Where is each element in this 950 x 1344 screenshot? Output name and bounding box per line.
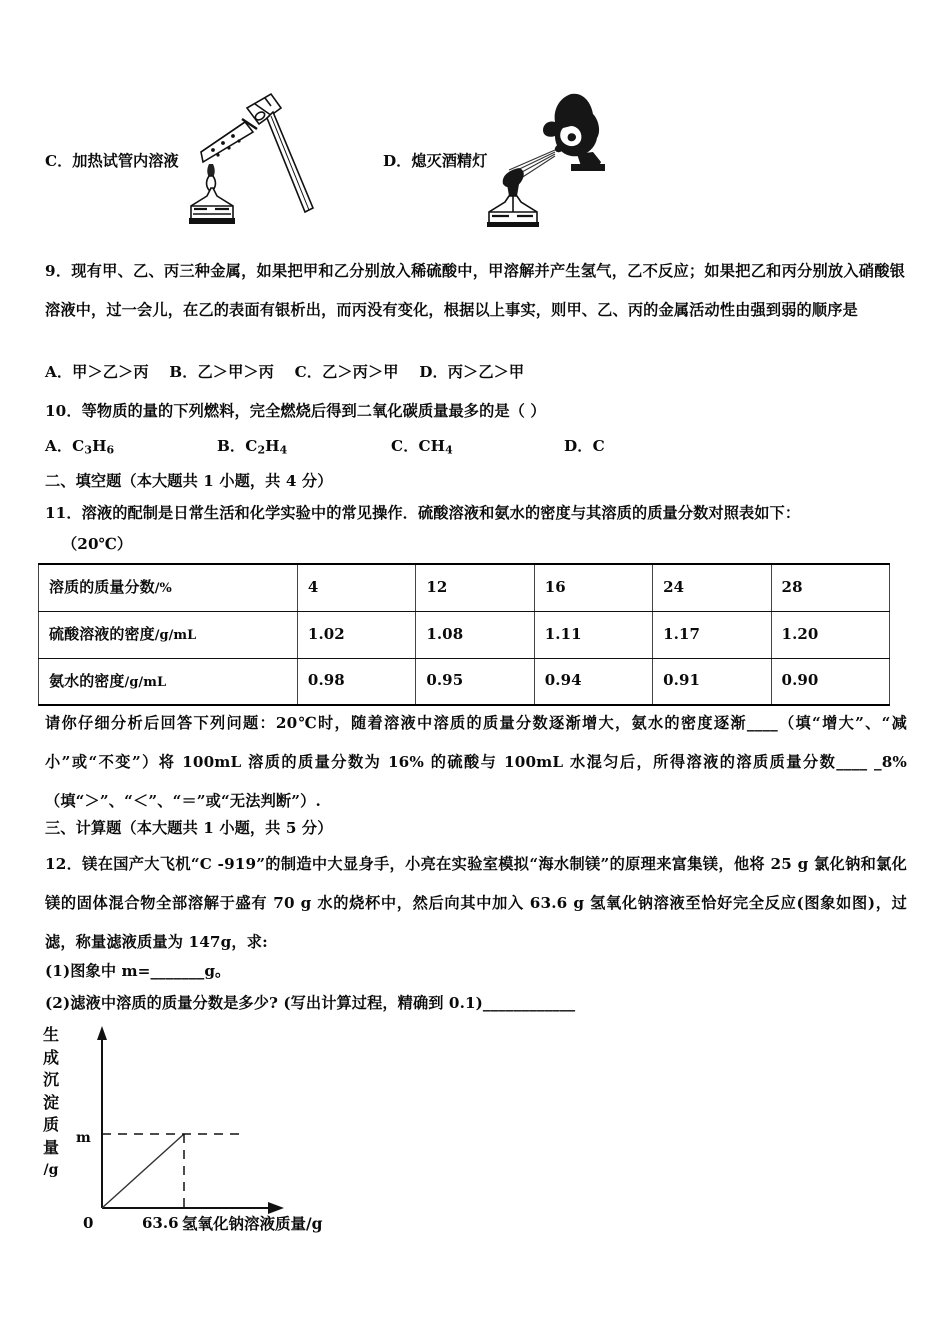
question11-stem: 11．溶液的配制是日常生活和化学实验中的常见操作．硫酸溶液和氨水的密度与其溶质的质量分数对照表如下： bbox=[45, 504, 801, 522]
y-axis-char: 成 bbox=[42, 1047, 59, 1067]
chart-y-axis-label bbox=[40, 1024, 62, 1182]
option-d-letter: D． bbox=[564, 437, 593, 455]
option-c-sub2: 4 bbox=[445, 443, 453, 457]
option-b-formula: C2H4 bbox=[245, 437, 288, 457]
table-row bbox=[39, 564, 890, 611]
row-header-text: 氨水的密度 bbox=[49, 671, 125, 690]
question8-option-d-label: D．熄灭酒精灯 bbox=[383, 152, 488, 170]
person-blowing-out-alcohol-lamp-icon bbox=[485, 88, 615, 228]
option-a-formula: C3H6 bbox=[72, 437, 115, 457]
y-axis-char: 量 bbox=[42, 1137, 59, 1157]
question10-option-a bbox=[45, 436, 114, 458]
row-header-unit: /g/mL bbox=[154, 628, 197, 643]
chart-plot-area bbox=[86, 1022, 386, 1222]
heating-test-tube-over-alcohol-lamp-icon bbox=[185, 88, 335, 228]
option-a-sub2: 6 bbox=[106, 443, 115, 457]
option-b-sub1: 2 bbox=[257, 443, 266, 457]
table-row-header bbox=[39, 658, 298, 705]
table-cell: 0.91 bbox=[653, 658, 771, 705]
y-axis-char: 质 bbox=[42, 1115, 59, 1134]
table-cell: 24 bbox=[653, 564, 771, 611]
question8-options-row bbox=[45, 88, 905, 228]
table-cell: 1.08 bbox=[416, 611, 534, 658]
option-c-letter: C． bbox=[391, 437, 419, 455]
table-row-header bbox=[39, 564, 298, 611]
chart-x-axis-label: 氢氧化钠溶液质量/g bbox=[182, 1214, 323, 1233]
y-axis-char: 沉 bbox=[42, 1070, 59, 1089]
row-header-text: 溶质的质量分数 bbox=[49, 578, 155, 597]
table-row-header bbox=[39, 611, 298, 658]
row-header-text: 硫酸溶液的密度 bbox=[49, 625, 155, 643]
question12-stem: 12．镁在国产大飞机“C -919”的制造中大显身手，小亮在实验室模拟“海水制镁”的原理来富集镁，他将 25 g 氯化钠和氯化镁的固体混合物全部溶解于盛有 70 g 水的烧杯中，然后向其中加入 63.6 g 氢氧化钠溶液至恰好完全反应(图象如图)，过滤，称量滤液质量为 147g，求: bbox=[45, 855, 907, 951]
chart-y-tick-label-m: m bbox=[76, 1130, 91, 1146]
y-axis-unit: /g bbox=[43, 1162, 59, 1178]
option-b-letter: B． bbox=[217, 437, 246, 455]
table-cell: 0.98 bbox=[297, 658, 415, 705]
y-axis-char: 淀 bbox=[42, 1092, 59, 1112]
precipitate-vs-naoh-chart bbox=[34, 1022, 394, 1272]
table-cell: 0.90 bbox=[771, 658, 889, 705]
section3-heading: 三、计算题（本大题共 1 小题，共 5 分） bbox=[45, 819, 333, 837]
table-row bbox=[39, 658, 890, 705]
question10-option-b bbox=[217, 436, 287, 458]
table-cell: 0.95 bbox=[416, 658, 534, 705]
option-b-sub2: 4 bbox=[279, 443, 288, 457]
option-a-letter: A． bbox=[45, 437, 73, 455]
question10-options-row bbox=[45, 436, 905, 460]
table-cell: 0.94 bbox=[534, 658, 652, 705]
question10-stem: 10．等物质的量的下列燃料，完全燃烧后得到二氧化碳质量最多的是（ ） bbox=[45, 402, 546, 420]
table-row bbox=[39, 611, 890, 658]
temperature-note: （20℃） bbox=[62, 535, 133, 553]
chart-x-tick-label: 63.6 bbox=[142, 1214, 179, 1232]
option-d-formula: C bbox=[592, 437, 605, 455]
table-cell: 28 bbox=[771, 564, 889, 611]
option-c-formula: CH4 bbox=[418, 437, 453, 457]
y-axis-char: 生 bbox=[42, 1025, 59, 1044]
option-a-sub1: 3 bbox=[84, 443, 93, 457]
density-table bbox=[38, 563, 890, 706]
table-cell: 1.02 bbox=[297, 611, 415, 658]
table-cell: 12 bbox=[416, 564, 534, 611]
row-header-unit: /% bbox=[154, 581, 172, 597]
table-cell: 1.20 bbox=[771, 611, 889, 658]
section2-heading: 二、填空题（本大题共 1 小题，共 4 分） bbox=[45, 472, 333, 490]
table-cell: 16 bbox=[534, 564, 652, 611]
table-cell: 1.17 bbox=[653, 611, 771, 658]
question9-options: A．甲＞乙＞丙 B．乙＞甲＞丙 C．乙＞丙＞甲 D．丙＞乙＞甲 bbox=[45, 363, 525, 381]
question8-option-c-label: C．加热试管内溶液 bbox=[45, 152, 179, 170]
question12-sub-question-1: (1)图象中 m=_______g。 bbox=[45, 962, 231, 980]
table-cell: 4 bbox=[297, 564, 415, 611]
question9-stem: 9．现有甲、乙、丙三种金属，如果把甲和乙分别放入稀硫酸中，甲溶解并产生氢气，乙不反应；如果把乙和丙分别放入硝酸银溶液中，过一会儿，在乙的表面有银析出，而丙没有变化，根据以上事实，则甲、乙、丙的金属活动性由强到弱的顺序是 bbox=[45, 262, 905, 319]
question10-option-d bbox=[564, 436, 605, 458]
question10-option-c bbox=[391, 436, 453, 458]
question11-analysis-paragraph: 请你仔细分析后回答下列问题：20℃时，随着溶液中溶质的质量分数逐渐增大，氨水的密度逐渐____（填“增大”、“减小”或“不变”）将 100mL 溶质的质量分数为 16% 的硫酸与 100mL 水混匀后，所得溶液的溶质质量分数____ _8%（填“＞”、“＜”、“＝”或“无法判断”）. bbox=[45, 714, 907, 810]
chart-series-rising-segment bbox=[102, 1134, 184, 1208]
question12-sub-question-2: (2)滤液中溶质的质量分数是多少? (写出计算过程，精确到 0.1)____________ bbox=[45, 994, 576, 1012]
table-cell: 1.11 bbox=[534, 611, 652, 658]
chart-origin-label: 0 bbox=[83, 1214, 94, 1232]
row-header-unit: /g/mL bbox=[124, 674, 167, 690]
chart-y-axis-arrow bbox=[97, 1026, 107, 1040]
